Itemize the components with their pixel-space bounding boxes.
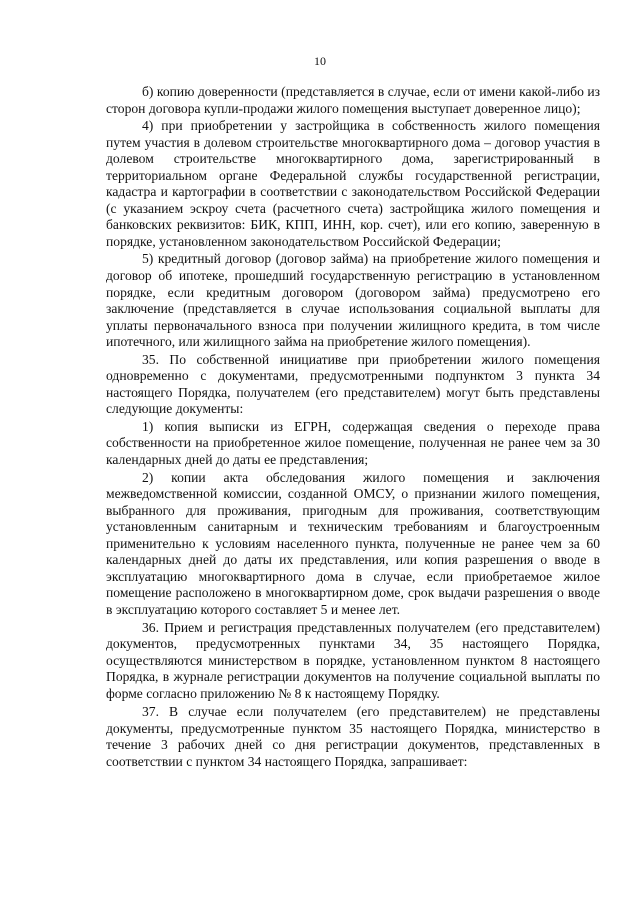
paragraph-36: 36. Прием и регистрация представленных получателем (его представителем) документов, предусмотренных пунктами 34, 35 настоящего Порядка, осуществляются министерством в порядке, установленном пунктом 8 настоящего Порядка, в журнале регистрации документов на получение социальной выплаты по форме согласно приложению № 8 к настоящему Порядку. — [106, 619, 600, 701]
paragraph-5: 5) кредитный договор (договор займа) на приобретение жилого помещения и договор об ипотеке, прошедший государственную регистрацию в установленном порядке, если кредитным договором (договором займа) предусмотрено его заключение (представляется в случае использования социальной выплаты для уплаты первоначального взноса при получении жилищного кредита, в том числе ипотечного, или жилищного займа на приобретение жилого помещения). — [106, 251, 600, 350]
paragraph-35: 35. По собственной инициативе при приобретении жилого помещения одновременно с документами, предусмотренными подпунктом 3 пункта 34 настоящего Порядка, получателем (его представителем) могут быть представлены следующие документы: — [106, 351, 600, 417]
document-body — [106, 84, 600, 771]
page-number: 10 — [314, 54, 326, 68]
paragraph-37: 37. В случае если получателем (его представителем) не представлены документы, предусмотренные пунктом 35 настоящего Порядка, министерство в течение 3 рабочих дней со дня регистрации документов, представленных в соответствии с пунктом 34 настоящего Порядка, запрашивает: — [106, 704, 600, 769]
paragraph-35-1: 1) копия выписки из ЕГРН, содержащая сведения о переходе права собственности на приобретенное жилое помещение, полученная не ранее чем за 30 календарных дней до даты ее представления; — [106, 418, 600, 468]
paragraph-35-2: 2) копии акта обследования жилого помещения и заключения межведомственной комиссии, созданной ОМСУ, о признании жилого помещения, выбранного для проживания, пригодным для проживания, соответствующим установленным санитарным и техническим требованиям и благоустроенным применительно к условиям населенного пункта, полученные не ранее чем за 60 календарных дней до даты их представления, или копия разрешения о вводе в эксплуатацию многоквартирного дома в случае, если приобретаемое жилое помещение расположено в многоквартирном доме, срок выдачи разрешения о вводе в эксплуатацию которого составляет 5 и менее лет. — [106, 469, 600, 617]
paragraph-4: 4) при приобретении у застройщика в собственность жилого помещения путем участия в долевом строительстве многоквартирного дома – договор участия в долевом строительстве многоквартирного дома, зарегистрированный в территориальном органе Федеральной службы государственной регистрации, кадастра и картографии в соответствии с законодательством Российской Федерации (с указанием эскроу счета (расчетного счета) застройщика жилого помещения и банковских реквизитов: БИК, КПП, ИНН, кор. счет), или его копию, заверенную в порядке, установленном законодательством Российской Федерации; — [106, 118, 600, 249]
paragraph-6-b: б) копию доверенности (представляется в случае, если от имени какой-либо из сторон договора купли-продажи жилого помещения выступает доверенное лицо); — [106, 84, 600, 116]
